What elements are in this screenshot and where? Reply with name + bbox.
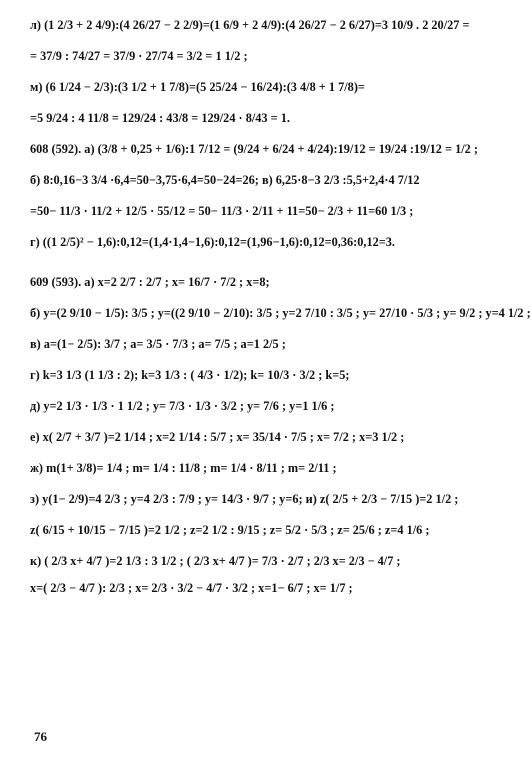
- solution-line: = 37/9 : 74/27 = 37/9 · 27/74 = 3/2 = 1 1/2 ;: [30, 49, 248, 63]
- solution-line: м) (6 1/24 − 2/3):(3 1/2 + 1 7/8)=(5 25/24 − 16/24):(3 4/8 + 1 7/8)=: [30, 80, 365, 94]
- solution-line: к) ( 2/3 x+ 4/7 )=2 1/3 : 3 1/2 ; ( 2/3 x+ 4/7 )= 7/3 · 2/7 ; 2/3 x= 2/3 − 4/7 ;: [30, 554, 401, 568]
- solution-line: =50− 11/3 · 11/2 + 12/5 · 55/12 = 50− 11/3 · 2/11 + 11=50− 2/3 + 11=60 1/3 ;: [30, 204, 414, 218]
- solution-line: =5 9/24 : 4 11/8 = 129/24 : 43/8 = 129/24 · 8/43 = 1.: [30, 111, 290, 125]
- page-number: 76: [34, 729, 47, 744]
- solution-line: x=( 2/3 − 4/7 ): 2/3 ; x= 2/3 · 3/2 − 4/7 · 3/2 ; x=1− 6/7 ; x= 1/7 ;: [30, 581, 353, 595]
- solution-line: 609 (593). а) x=2 2/7 : 2/7 ; x= 16/7 · 7/2 ; x=8;: [30, 275, 270, 289]
- solution-line: л) (1 2/3 + 2 4/9):(4 26/27 − 2 2/9)=(1 6/9 + 2 4/9):(4 26/27 − 2 6/27)=3 10/9 . 2 20/27 =: [30, 18, 470, 32]
- solution-line: ж) m(1+ 3/8)= 1/4 ; m= 1/4 : 11/8 ; m= 1/4 · 8/11 ; m= 2/11 ;: [30, 461, 337, 475]
- solution-line: г) ((1 2/5)² − 1,6):0,12=(1,4·1,4−1,6):0,12=(1,96−1,6):0,12=0,36:0,12=3.: [30, 235, 396, 249]
- solution-line: г) k=3 1/3 (1 1/3 : 2); k=3 1/3 : ( 4/3 · 1/2); k= 10/3 · 3/2 ; k=5;: [30, 368, 350, 382]
- solution-line: z( 6/15 + 10/15 − 7/15 )=2 1/2 ; z=2 1/2 : 9/15 ; z= 5/2 · 5/3 ; z= 25/6 ; z=4 1/6 ;: [30, 523, 430, 537]
- solution-line: д) y=2 1/3 · 1/3 · 1 1/2 ; y= 7/3 · 1/3 · 3/2 ; y= 7/6 ; y=1 1/6 ;: [30, 399, 335, 413]
- solution-line: б) y=(2 9/10 − 1/5): 3/5 ; y=((2 9/10 − 2/10): 3/5 ; y=2 7/10 : 3/5 ; y= 27/10 · 5/3 ; y= 9/2 ; y=4 1/2 ;: [30, 306, 531, 320]
- solution-line: б) 8:0,16−3 3/4 ·6,4=50−3,75·6,4=50−24=26; в) 6,25·8−3 2/3 :5,5+2,4·4 7/12: [30, 173, 420, 187]
- solution-line: е) x( 2/7 + 3/7 )=2 1/14 ; x=2 1/14 : 5/7 ; x= 35/14 · 7/5 ; x= 7/2 ; x=3 1/2 ;: [30, 430, 405, 444]
- solution-line: в) a=(1− 2/5): 3/7 ; a= 3/5 · 7/3 ; a= 7/5 ; a=1 2/5 ;: [30, 337, 286, 351]
- solution-text: [30, 18, 531, 595]
- solution-line: 608 (592). а) (3/8 + 0,25 + 1/6):1 7/12 = (9/24 + 6/24 + 4/24):19/12 = 19/24 :19/12 = 1/2 ;: [30, 142, 478, 156]
- solution-line: з) y(1− 2/9)=4 2/3 ; y=4 2/3 : 7/9 ; y= 14/3 · 9/7 ; y=6; и) z( 2/5 + 2/3 − 7/15 )=2 1/2 ;: [30, 492, 459, 506]
